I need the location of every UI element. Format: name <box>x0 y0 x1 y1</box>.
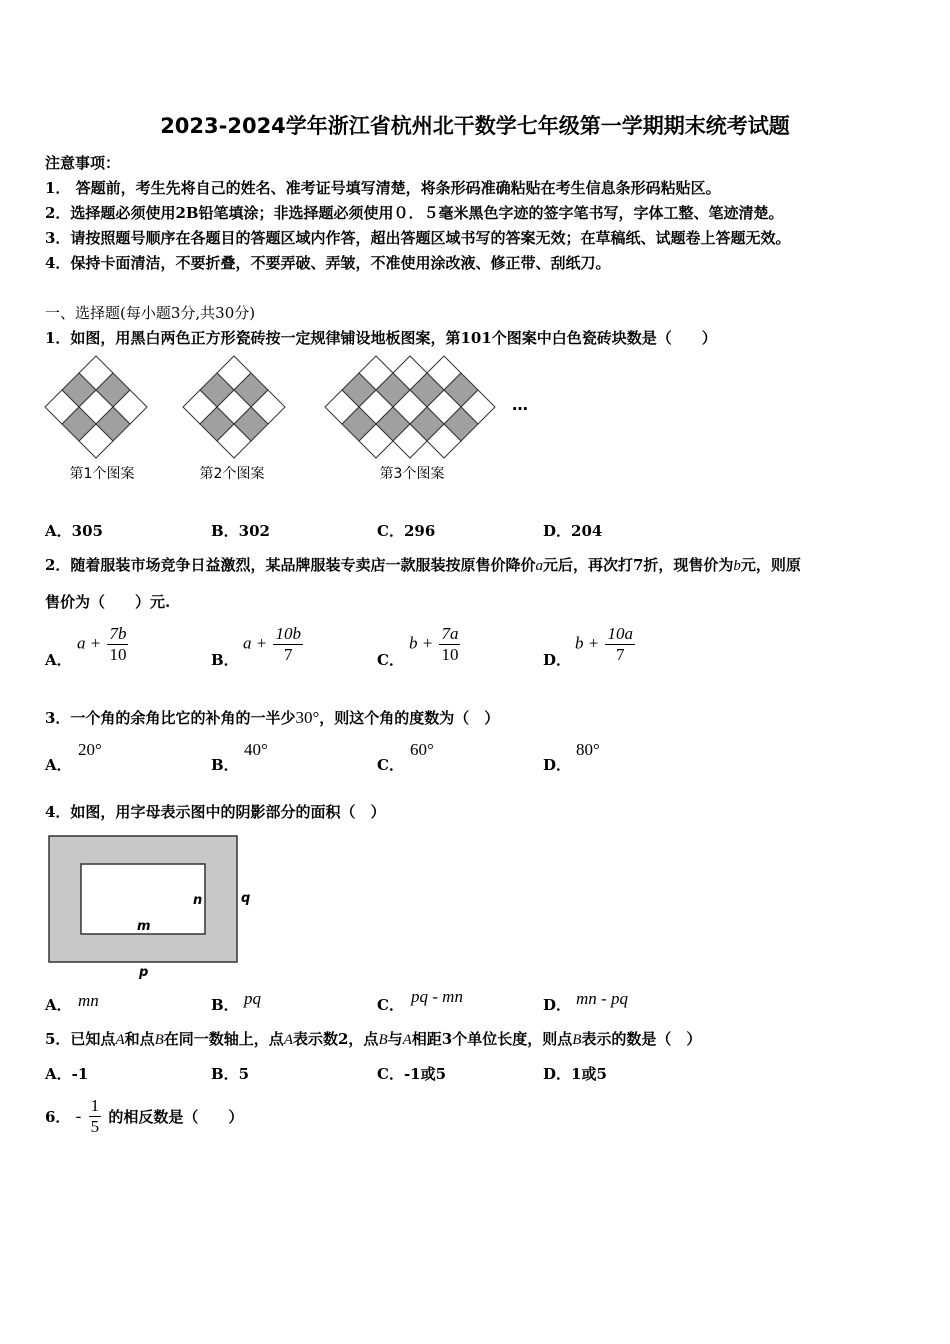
q2-option-d-letter: D． <box>543 651 572 669</box>
q5-option-d: D．1或5 <box>543 1065 607 1083</box>
q3-option-a-value: 20° <box>78 740 102 759</box>
q3-option-d-value: 80° <box>576 740 600 759</box>
q2-option-d-expr: b + $\frac{10a}{7}$ <box>575 624 633 664</box>
q4-option-d-letter: D． <box>543 996 572 1014</box>
q2-option-b-expr: a + $\frac{10b}{7}$ <box>243 624 301 664</box>
q5-option-c: C．-1或5 <box>377 1065 447 1083</box>
pattern-3 <box>325 356 495 458</box>
q3-option-c-letter: C． <box>377 756 404 774</box>
q2-option-c-expr: b + $\frac{7a}{10}$ <box>409 624 459 664</box>
notice-item: 3．请按照题号顺序在各题目的答题区域内作答，超出答题区域书写的答案无效；在草稿纸、试题卷上答题无效。 <box>45 229 791 247</box>
q2-option-a-expr: a + $\frac{7b}{10}$ <box>77 624 127 664</box>
q3-option-b-value: 40° <box>244 740 268 759</box>
q4-figure <box>45 832 265 982</box>
section-heading: 一、选择题(每小题3分,共30分) <box>45 304 256 322</box>
question-2-line2: 售价为（ ）元. <box>45 593 171 611</box>
q1-option-c: C．296 <box>377 522 436 540</box>
q1-option-a: A．305 <box>45 522 103 540</box>
q4-option-b-letter: B． <box>211 996 239 1014</box>
q4-option-a-expr: mn <box>78 991 99 1010</box>
q4-option-b-expr: pq <box>244 989 261 1008</box>
q5-option-a: A．-1 <box>45 1065 89 1083</box>
notice-item: 4．保持卡面清洁，不要折叠，不要弄破、弄皱，不准使用涂改液、修正带、刮纸刀。 <box>45 254 611 272</box>
pattern-2-label: 第2个图案 <box>199 466 265 482</box>
q1-option-b: B．302 <box>211 522 270 540</box>
q3-option-a-letter: A． <box>45 756 72 774</box>
q3-option-b-letter: B． <box>211 756 239 774</box>
label-m: m <box>137 919 151 934</box>
notice-heading: 注意事项： <box>45 154 121 172</box>
page-title: 2023-2024学年浙江省杭州北干数学七年级第一学期期末统考试题 <box>160 114 790 138</box>
q5-option-b: B．5 <box>211 1065 250 1083</box>
q2-option-a-letter: A． <box>45 651 72 669</box>
question-6: 6． - $\frac{1}{5}$ 的相反数是（ ） <box>45 1096 244 1136</box>
question-3: 3．一个角的余角比它的补角的一半少30°，则这个角的度数为（ ） <box>45 708 500 727</box>
label-n: n <box>193 893 203 908</box>
notice-item: 2．选择题必须使用2B铅笔填涂；非选择题必须使用０．５毫米黑色字迹的签字笔书写，字体工整、笔迹清楚。 <box>45 204 784 222</box>
label-p: p <box>139 965 149 980</box>
label-q: q <box>241 891 251 906</box>
notice-item: 1． 答题前，考生先将自己的姓名、准考证号填写清楚，将条形码准确粘贴在考生信息条形码粘贴区。 <box>45 179 721 197</box>
q2-option-b-letter: B． <box>211 651 239 669</box>
ellipsis: … <box>512 395 528 414</box>
pattern-3-label: 第3个图案 <box>379 466 445 482</box>
q2-option-c-letter: C． <box>377 651 404 669</box>
pattern-2 <box>183 356 285 458</box>
q3-option-d-letter: D． <box>543 756 572 774</box>
pattern-1-label: 第1个图案 <box>69 466 135 482</box>
q4-option-c-expr: pq - mn <box>411 987 463 1006</box>
q1-option-d: D．204 <box>543 522 603 540</box>
question-2-line1: 2．随着服装市场竞争日益激烈，某品牌服装专卖店一款服装按原售价降价a元后，再次打7折，现售价为b元，则原 <box>45 556 801 574</box>
q1-figure <box>40 352 560 487</box>
question-4: 4．如图，用字母表示图中的阴影部分的面积（ ） <box>45 803 386 821</box>
question-5: 5．已知点A和点B在同一数轴上，点A表示数2，点B与A相距3个单位长度，则点B表示的数是（ ） <box>45 1030 702 1048</box>
pattern-1 <box>45 356 147 458</box>
q4-option-a-letter: A． <box>45 996 72 1014</box>
q3-option-c-value: 60° <box>410 740 434 759</box>
question-1: 1．如图，用黑白两色正方形瓷砖按一定规律铺设地板图案，第101个图案中白色瓷砖块数是（ ） <box>45 329 717 347</box>
q4-option-d-expr: mn - pq <box>576 989 628 1008</box>
q4-option-c-letter: C． <box>377 996 404 1014</box>
